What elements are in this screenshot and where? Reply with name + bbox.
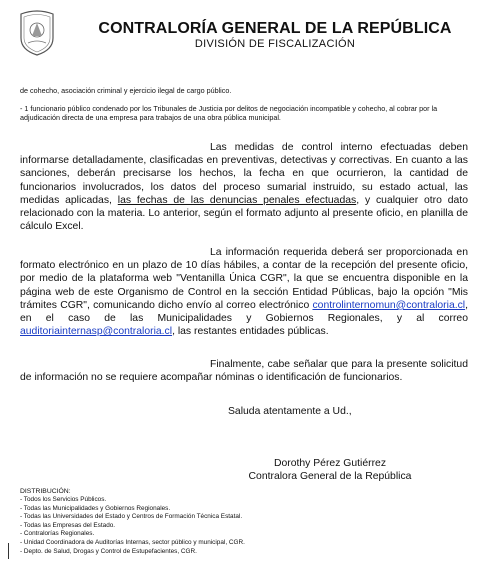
email-link-controlinternomun[interactable]: controlinternomun@contraloria.cl — [312, 299, 466, 311]
email-link-auditoriainternasp[interactable]: auditoriainternasp@contraloria.cl — [20, 326, 173, 338]
margin-mark — [8, 543, 9, 559]
distribution-item: - Unidad Coordinadora de Auditorías Internas, sector público y municipal, CGR. — [20, 538, 245, 546]
page-title: CONTRALORÍA GENERAL DE LA REPÚBLICA — [98, 20, 452, 37]
underlined-text: las fechas de las denuncias penales efectuadas — [117, 194, 357, 206]
page-subtitle: DIVISIÓN DE FISCALIZACIÓN — [194, 38, 356, 50]
closing-line: Saluda atentamente a Ud., — [228, 406, 352, 417]
paragraph-text: Finalmente, cabe señalar que para la presente solicitud de información no se requiere acompañar nóminas o identificación de funcionarios. — [20, 359, 468, 384]
paragraph-information-request — [20, 246, 468, 338]
distribution-item: - Depto. de Salud, Drogas y Control de Estupefacientes, CGR. — [20, 547, 197, 555]
note-item: - 1 funcionario público condenado por los Tribunales de Justicia por delitos de negociación incompatible y cohecho, al cobrar por la adjudicación directa de una empresa para trabajos de una obra pública municipal. — [20, 104, 438, 122]
paragraph-text: , y cualquier otro dato relacionado con la materia. Lo anterior, según el formato adjunto al presente oficio, en planilla de cálculo Excel. — [20, 194, 468, 233]
paragraph-final-note — [20, 358, 468, 384]
distribution-item: - Todas las Municipalidades y Gobiernos Regionales. — [20, 504, 171, 512]
paragraph-text: Las medidas de control interno efectuadas deben informarse detalladamente, clasificadas en preventivas, detectivas y correctivas. En cuanto a las sanciones, deberán precisarse los hechos, la fecha en que ocurrieron, la cantidad de funcionarios involucrados, los datos del proceso sumarial instruido, su estado actual, las medidas aplicadas, — [20, 142, 468, 206]
paragraph-text: , en el caso de las Municipalidades y Gobiernos Regionales, y al correo — [20, 299, 468, 325]
paragraph-control-measures — [20, 141, 468, 233]
paragraph-text: , las restantes entidades públicas. — [172, 326, 329, 338]
distribution-heading: DISTRIBUCIÓN: — [20, 488, 71, 495]
distribution-item: - Todos los Servicios Públicos. — [20, 496, 107, 503]
paragraph-text: La información requerida deberá ser proporcionada en formato electrónico en un plazo de 10 días hábiles, a contar de la recepción del presente oficio, por medio de la plataforma web "Ventanilla Única CGR", la que se encuentra disponible en la página web de este Organismo de Control en la sección Entidad Públicas, bajo la opción "Mis trámites CGR", comunicando dicho envío al correo electrónico — [20, 247, 468, 311]
distribution-item: - Todas las Empresas del Estado. — [20, 521, 116, 529]
note-line: de cohecho, asociación criminal y ejercicio ilegal de cargo público. — [20, 86, 232, 95]
distribution-item: - Todas las Universidades del Estado y Centros de Formación Técnica Estatal. — [20, 513, 243, 521]
distribution-item: - Contralorías Regionales. — [20, 530, 95, 538]
signature-role: Contralora General de la República — [248, 471, 412, 482]
signature-name: Dorothy Pérez Gutiérrez — [273, 458, 387, 469]
cgr-seal-icon — [18, 8, 56, 56]
distribution-list — [20, 496, 245, 556]
